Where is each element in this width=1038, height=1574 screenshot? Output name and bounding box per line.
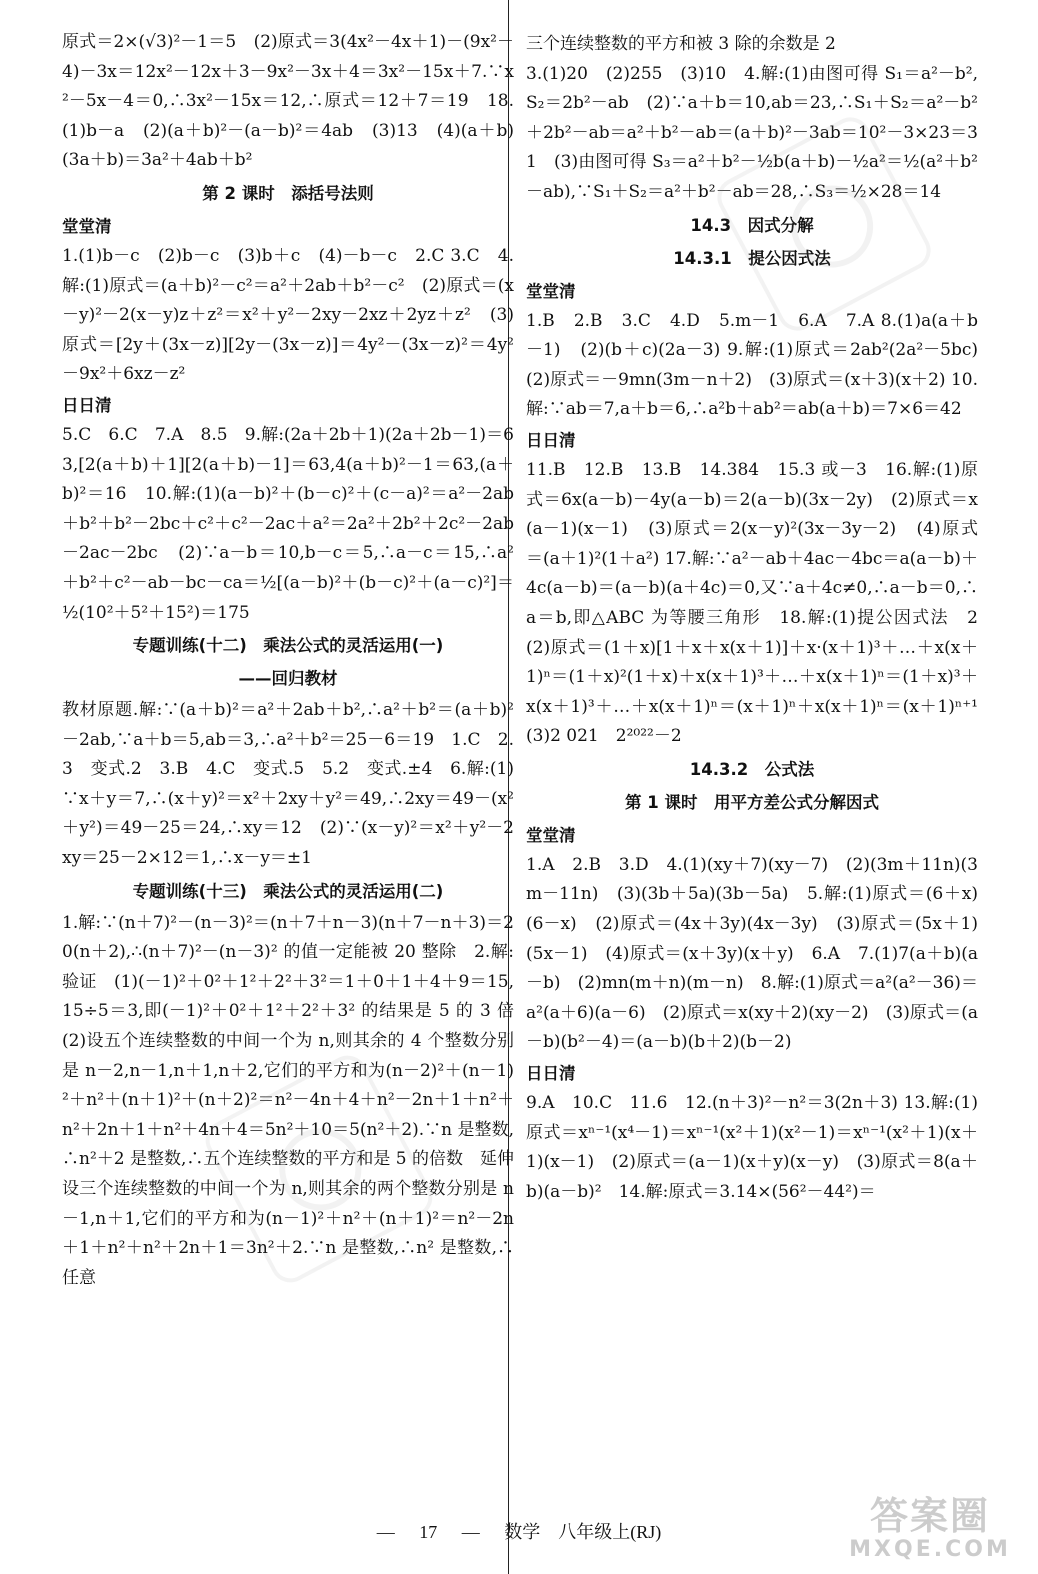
answer-paragraph: 9.A 10.C 11.6 12.(n＋3)²－n²＝3(2n＋3) 13.解:(1)原式＝xⁿ⁻¹(x⁴－1)＝xⁿ⁻¹(x²＋1)(x²－1)＝xⁿ⁻¹(x²＋1)(x＋1)(x－1) (2)原式＝(a－1)(x＋y)(x－y) (3)原式＝8(a＋b)(a－b)² 14.解:原式＝3.14×(56²－44²)＝ bbox=[526, 1093, 978, 1202]
answer-paragraph: 3.(1)20 (2)255 (3)10 4.解:(1)由图可得 S₁＝a²－b²,S₂＝2b²－ab (2)∵a＋b＝10,ab＝23,∴S₁＋S₂＝a²－b²＋2b²－ab＝a²＋b²－ab＝(a＋b)²－3ab＝10²－3×23＝31 (3)由图可得 S₃＝a²＋b²－½b(a＋b)－½a²＝½(a²＋b²－ab),∵S₁＋S₂＝a²＋b²－ab＝28,∴S₃＝½×28＝14 bbox=[526, 63, 978, 202]
section-subheading: ——回归教材 bbox=[238, 669, 338, 689]
subsection-label: 日日清 bbox=[62, 395, 112, 415]
answer-paragraph: 三个连续整数的平方和被 3 除的余数是 2 bbox=[526, 34, 836, 54]
answer-paragraph: 5.C 6.C 7.A 8.5 9.解:(2a＋2b＋1)(2a＋2b－1)＝63,[2(a＋b)＋1][2(a＋b)－1]＝63,4(a＋b)²－1＝63,(a＋b)²＝16 10.解:(1)(a－b)²＋(b－c)²＋(c－a)²＝a²－2ab＋b²＋b²－2bc＋c²＋c²－2ac＋a²＝2a²＋2b²＋2c²－2ab－2ac－2bc (2)∵a－b＝10,b－c＝5,∴a－c＝15,∴a²＋b²＋c²－ab－bc－ca＝½[(a－b)²＋(b－c)²＋(a－c)²]＝½(10²＋5²＋15²)＝175 bbox=[62, 424, 514, 623]
section-heading: 专题训练(十二) 乘法公式的灵活运用(一) bbox=[132, 636, 444, 656]
section-heading: 第 2 课时 添括号法则 bbox=[202, 183, 374, 203]
section-heading: 14.3.2 公式法 bbox=[689, 759, 815, 779]
subsection-label: 堂堂清 bbox=[62, 216, 112, 236]
answer-paragraph: 教材原题.解:∵(a＋b)²＝a²＋2ab＋b²,∴a²＋b²＝(a＋b)²－2ab,∵a＋b＝5,ab＝3,∴a²＋b²＝25－6＝19 1.C 2.3 变式.2 3.B 4.C 变式.5 5.2 变式.±4 6.解:(1)∵x＋y＝7,∴(x＋y)²＝x²＋2xy＋y²＝49,∴2xy＝49－(x²＋y²)＝49－25＝24,∴xy＝12 (2)∵(x－y)²＝x²＋y²－2xy＝25－2×12＝1,∴x－y＝±1 bbox=[62, 700, 514, 869]
section-heading: 专题训练(十三) 乘法公式的灵活运用(二) bbox=[132, 881, 444, 901]
answer-paragraph: 原式＝2×(√3)²－1＝5 (2)原式＝3(4x²－4x＋1)－(9x²－4)－3x＝12x²－12x＋3－9x²－3x＋4＝3x²－15x＋7.∵x²－5x－4＝0,∴3x²－15x＝12,∴原式＝12＋7＝19 18.(1)b－a (2)(a＋b)²－(a－b)²＝4ab (3)13 (4)(a＋b)(3a＋b)＝3a²＋4ab＋b² bbox=[62, 32, 514, 171]
subsection-label: 堂堂清 bbox=[526, 825, 576, 845]
answer-paragraph: 1.解:∵(n＋7)²－(n－3)²＝(n＋7＋n－3)(n＋7－n＋3)＝20(n＋2),∴(n＋7)²－(n－3)² 的值一定能被 20 整除 2.解:验证 (1)(－1)²＋0²＋1²＋2²＋3²＝1＋0＋1＋4＋9＝15,15÷5＝3,即(－1)²＋0²＋1²＋2²＋3² 的结果是 5 的 3 倍 (2)设五个连续整数的中间一个为 n,则其余的 4 个整数分别是 n－2,n－1,n＋1,n＋2,它们的平方和为(n－2)²＋(n－1)²＋n²＋(n＋1)²＋(n＋2)²＝n²－4n＋4＋n²－2n＋1＋n²＋n²＋2n＋1＋n²＋4n＋4＝5n²＋10＝5(n²＋2).∵n 是整数,∴n²＋2 是整数,∴五个连续整数的平方和是 5 的倍数 延伸 设三个连续整数的中间一个为 n,则其余的两个整数分别是 n－1,n＋1,它们的平方和为(n－1)²＋n²＋(n＋1)²＝n²－2n＋1＋n²＋n²＋2n＋1＝3n²＋2.∵n 是整数,∴n² 是整数,∴任意 bbox=[62, 912, 532, 1288]
left-column bbox=[62, 28, 532, 1514]
footer-dash: — bbox=[461, 1522, 480, 1542]
answer-paragraph: 1.(1)b－c (2)b－c (3)b＋c (4)－b－c 2.C 3.C 4.解:(1)原式＝(a＋b)²－c²＝a²＋2ab＋b²－c² (2)原式＝(x－y)²－2(x－y)z＋z²＝x²＋y²－2xy－2xz＋2yz＋z² (3)原式＝[2y＋(3x－z)][2y－(3x－z)]＝4y²－(3x－z)²＝4y²－9x²＋6xz－z² bbox=[62, 245, 514, 385]
site-logo: 答案圈 MXQE.COM bbox=[849, 1494, 1011, 1562]
section-subheading: 14.3.1 提公因式法 bbox=[673, 248, 831, 268]
answer-paragraph: 1.A 2.B 3.D 4.(1)(xy＋7)(xy－7) (2)(3m＋11n)(3m－11n) (3)(3b＋5a)(3b－5a) 5.解:(1)原式＝(6＋x)(6－x) (2)原式＝(4x＋3y)(4x－3y) (3)原式＝(5x＋1)(5x－1) (4)原式＝(x＋3y)(x＋y) 6.A 7.(1)7(a＋b)(a－b) (2)mn(m＋n)(m－n) 8.解:(1)原式＝a²(a²－36)＝a²(a＋6)(a－6) (2)原式＝x(xy＋2)(xy－2) (3)原式＝(a－b)(b²－4)＝(a－b)(b＋2)(b－2) bbox=[526, 854, 978, 1053]
footer-dash: — bbox=[376, 1522, 395, 1542]
subsection-label: 堂堂清 bbox=[526, 281, 576, 301]
answer-paragraph: 11.B 12.B 13.B 14.384 15.3 或－3 16.解:(1)原式＝6x(a－b)－4y(a－b)＝2(a－b)(3x－2y) (2)原式＝x(a－1)(x－1) (3)原式＝2(x－y)²(3x－3y－2) (4)原式＝(a＋1)²(1＋a²) 17.解:∵a²－ab＋4ac－4bc＝a(a－b)＋4c(a－b)＝(a－b)(a＋4c)＝0,又∵a＋4c≠0,∴a－b＝0,∴a＝b,即△ABC 为等腰三角形 18.解:(1)提公因式法 2 (2)原式＝(1＋x)[1＋x＋x(x＋1)]＋x·(x＋1)³＋…＋x(x＋1)ⁿ＝(1＋x)²(1＋x)＋x(x＋1)³＋…＋x(x＋1)ⁿ＝(1＋x)³＋x(x＋1)³＋…＋x(x＋1)ⁿ＝(x＋1)ⁿ＋x(x＋1)ⁿ＝(x＋1)ⁿ⁺¹ (3)2 021 2²⁰²²－2 bbox=[526, 459, 995, 747]
page-number: 17 bbox=[419, 1522, 438, 1542]
subsection-label: 日日清 bbox=[526, 1064, 576, 1084]
section-heading: 14.3 因式分解 bbox=[690, 215, 814, 235]
subject-label: 数学 八年级上(RJ) bbox=[504, 1522, 662, 1542]
subsection-label: 日日清 bbox=[526, 430, 576, 450]
section-subheading: 第 1 课时 用平方差公式分解因式 bbox=[625, 792, 879, 812]
answer-paragraph: 1.B 2.B 3.C 4.D 5.m－1 6.A 7.A 8.(1)a(a＋b－1) (2)(b＋c)(2a－3) 9.解:(1)原式＝2ab²(2a²－5bc) (2)原式＝－9mn(3m－n＋2) (3)原式＝(x＋3)(x＋2) 10.解:∵ab＝7,a＋b＝6,∴a²b＋ab²＝ab(a＋b)＝7×6＝42 bbox=[526, 310, 995, 420]
